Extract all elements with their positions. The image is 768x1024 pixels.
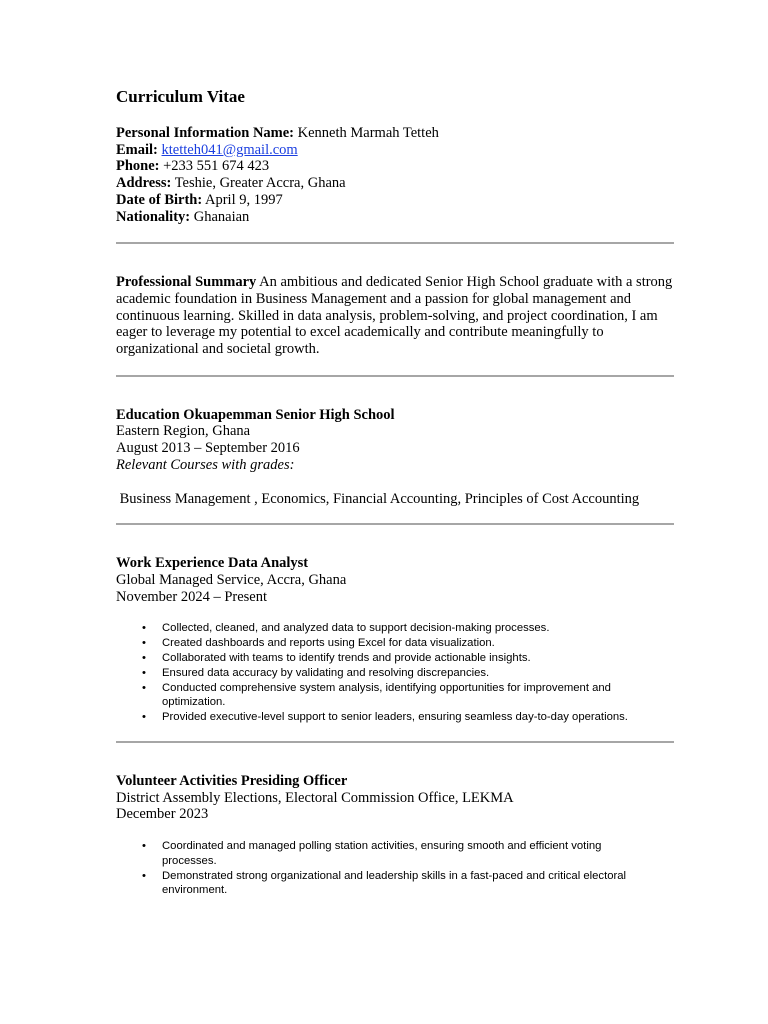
summary-section	[116, 274, 676, 358]
volunteer-bullet-list	[116, 839, 676, 898]
name-value: Kenneth Marmah Tetteh	[297, 125, 439, 141]
address-value: Teshie, Greater Accra, Ghana	[174, 175, 346, 192]
school-name: Okuapemman Senior High School	[183, 406, 395, 423]
education-heading: Education	[116, 406, 180, 423]
work-section	[116, 555, 676, 725]
work-company: Global Managed Service, Accra, Ghana	[116, 571, 347, 588]
nationality-line	[116, 209, 676, 226]
work-bullet-list	[116, 621, 676, 725]
personal-info-section	[116, 125, 676, 225]
school-location: Eastern Region, Ghana	[116, 423, 251, 440]
work-title-line	[116, 555, 676, 572]
volunteer-title-line	[116, 773, 676, 790]
education-dates: August 2013 – September 2016	[116, 440, 300, 457]
list-item: • Provided executive-level support to senior leaders, ensuring seamless day-to-day operations.	[162, 710, 676, 725]
volunteer-organization: District Assembly Elections, Electoral Commission Office, LEKMA	[116, 789, 514, 806]
name-line	[116, 125, 676, 142]
list-item: • Conducted comprehensive system analysis, identifying opportunities for improvement and optimization.	[162, 681, 676, 711]
work-dates: November 2024 – Present	[116, 588, 268, 605]
courses-list: Business Management , Economics, Financial Accounting, Principles of Cost Accounting	[116, 490, 640, 507]
personal-info-heading: Personal Information	[116, 125, 250, 141]
dob-label: Date of Birth:	[116, 191, 203, 208]
email-label: Email:	[116, 141, 158, 158]
list-item: • Collaborated with teams to identify trends and provide actionable insights.	[162, 651, 676, 666]
work-role: Data Analyst	[227, 555, 309, 572]
education-title-line	[116, 407, 676, 424]
nationality-value: Ghanaian	[193, 208, 250, 225]
address-line	[116, 175, 676, 192]
list-item: • Ensured data accuracy by validating and resolving discrepancies.	[162, 666, 676, 681]
summary-text: An ambitious and dedicated Senior High School graduate with a strong academic foundation in Business Management and a passion for global management and continuous learning. Skilled in data analysis, problem-solving, and project coordination, I am eager to leverage my potential to excel academically and contribute meaningfully to organizational and societal growth.	[116, 274, 673, 358]
list-item: • Coordinated and managed polling station activities, ensuring smooth and efficient voting processes.	[162, 839, 676, 869]
phone-value: +233 551 674 423	[163, 158, 270, 175]
volunteer-heading: Volunteer Activities	[116, 772, 238, 789]
dob-value: April 9, 1997	[205, 191, 283, 208]
education-section	[116, 407, 676, 508]
list-item: • Demonstrated strong organizational and leadership skills in a fast-paced and critical electoral environment.	[162, 869, 676, 899]
dob-line	[116, 192, 676, 209]
list-item: • Collected, cleaned, and analyzed data to support decision-making processes.	[162, 621, 676, 636]
email-link[interactable]: ktetteh041@gmail.com	[161, 141, 298, 158]
address-label: Address:	[116, 175, 172, 192]
volunteer-date: December 2023	[116, 806, 209, 823]
volunteer-role: Presiding Officer	[240, 772, 348, 789]
name-label: Name:	[252, 125, 295, 141]
list-item: • Created dashboards and reports using Excel for data visualization.	[162, 636, 676, 651]
summary-heading: Professional Summary	[116, 274, 257, 291]
nationality-label: Nationality:	[116, 208, 191, 225]
volunteer-section	[116, 773, 676, 898]
phone-label: Phone:	[116, 158, 160, 175]
phone-line	[116, 158, 676, 175]
cv-document	[116, 86, 676, 898]
document-title: Curriculum Vitae	[116, 87, 245, 106]
email-line	[116, 142, 676, 159]
courses-label: Relevant Courses with grades:	[116, 456, 295, 473]
work-heading: Work Experience	[116, 555, 225, 572]
